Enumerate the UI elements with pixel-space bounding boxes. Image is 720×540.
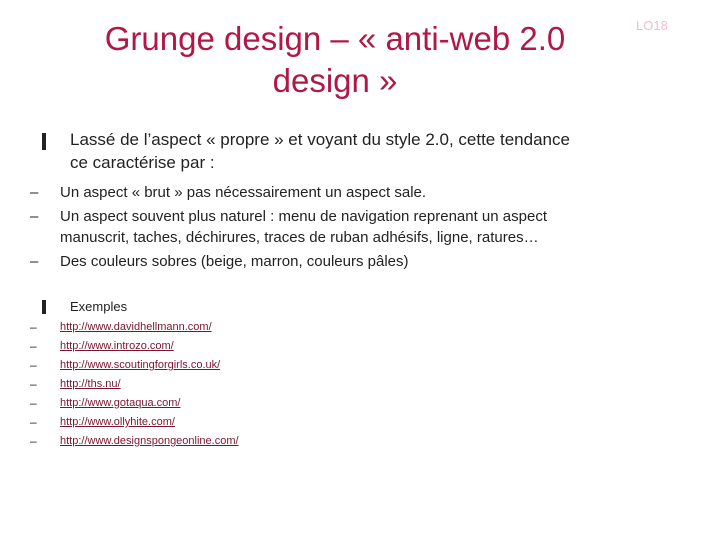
- example-link-ths[interactable]: http://ths.nu/: [60, 378, 121, 390]
- list-item: [30, 394, 430, 413]
- list-item-line-2: manuscrit, taches, déchirures, traces de ruban adhésifs, ligne, ratures…: [60, 229, 539, 246]
- dash-marker: –: [30, 415, 37, 429]
- list-item-line-1: Un aspect souvent plus naturel : menu de navigation reprenant un aspect: [60, 208, 547, 225]
- example-link-designspongeonline[interactable]: http://www.designspongeonline.com/: [60, 435, 239, 447]
- example-link-scoutingforgirls[interactable]: http://www.scoutingforgirls.co.uk/: [60, 359, 221, 371]
- dash-marker: –: [30, 320, 37, 334]
- intro-text-line-2: ce caractérise par :: [70, 153, 215, 172]
- list-item: [30, 251, 630, 272]
- example-link-davidhellmann[interactable]: http://www.davidhellmann.com/: [60, 321, 212, 333]
- slide-title-line-2: design »: [272, 62, 398, 99]
- bullet-marker: [42, 133, 46, 150]
- list-item: [30, 337, 430, 356]
- dash-marker: –: [30, 184, 39, 201]
- intro-sub-list: [30, 182, 630, 272]
- example-link-ollyhite[interactable]: http://www.ollyhite.com/: [60, 416, 175, 428]
- list-item: [30, 356, 430, 375]
- list-item: [30, 206, 630, 248]
- list-item: [30, 375, 430, 394]
- dash-marker: –: [30, 208, 39, 225]
- dash-marker: –: [30, 377, 37, 391]
- dash-marker: –: [30, 358, 37, 372]
- dash-marker: –: [30, 434, 37, 448]
- dash-marker: –: [30, 339, 37, 353]
- example-link-introzo[interactable]: http://www.introzo.com/: [60, 340, 174, 352]
- list-item: [30, 318, 430, 337]
- list-item-line-1: Des couleurs sobres (beige, marron, couleurs pâles): [60, 253, 409, 270]
- dash-marker: –: [30, 396, 37, 410]
- intro-text-line-1: Lassé de l’aspect « propre » et voyant du style 2.0, cette tendance: [70, 130, 570, 149]
- slide-title: [40, 18, 630, 102]
- list-item: [30, 413, 430, 432]
- list-item: [30, 432, 430, 451]
- intro-text: [70, 128, 670, 174]
- example-link-gotaqua[interactable]: http://www.gotaqua.com/: [60, 397, 181, 409]
- list-item-line-1: Un aspect « brut » pas nécessairement un aspect sale.: [60, 184, 427, 201]
- list-item: [30, 182, 630, 203]
- dash-marker: –: [30, 253, 39, 270]
- examples-link-list: [30, 318, 430, 451]
- slide-title-line-1: Grunge design – « anti-web 2.0: [104, 20, 566, 57]
- bullet-marker: [42, 300, 46, 314]
- slide-code-label: LO18: [636, 18, 668, 33]
- examples-bullet: [42, 298, 682, 318]
- examples-label: Exemples: [70, 299, 128, 314]
